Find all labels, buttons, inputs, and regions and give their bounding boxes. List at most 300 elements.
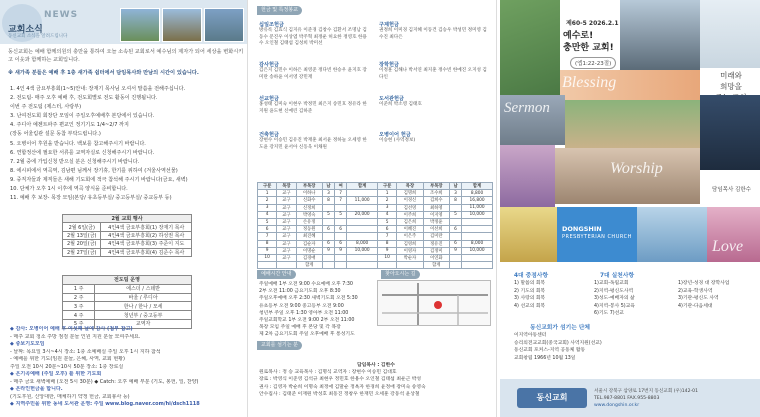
table-cell: 10,000: [347, 247, 378, 254]
table-cell: 5: [258, 218, 277, 225]
table-cell: [462, 233, 493, 240]
table-cell: 이주희: [397, 211, 423, 218]
table-header: 남: [322, 183, 334, 190]
list-item: 2부 오전 11:00 금요기도회 오후 8:30: [259, 289, 341, 295]
list-item: - 날짜: 목요일 3시~4시 장소: 1층 소예배실 주일 오후 1시 지하 참석: [10, 348, 161, 355]
table-cell: 정유진: [423, 240, 449, 247]
table-cell: 3 주: [63, 302, 95, 311]
word-worship: Worship: [610, 160, 663, 177]
offering-title: 도서관헌금: [379, 96, 405, 102]
table-caption: 전도팀 운영: [63, 276, 192, 285]
table-cell: [347, 190, 378, 197]
list-item: ◆ 중보기도모임: [10, 341, 45, 347]
table-cell: 4인4색 금요부흥회(1) 장재기 목사: [101, 223, 192, 231]
table-cell: 3: [322, 190, 334, 197]
table-cell: 이선희: [423, 226, 449, 233]
list-item: 승리의전교교회(중국교회) 사역지원(선교): [514, 340, 602, 346]
list-item: 장로 : 박영식 이준영 김석규 최현우 정민호 한용수 오인철 김태섭 최운근 박성: [259, 377, 422, 383]
vision-title: 4대 중점사항: [514, 273, 549, 279]
table-header: 합계: [462, 183, 493, 190]
table-cell: 6: [335, 240, 347, 247]
list-item: ◆ 감사: 오병이어 예배 후 여섯째 날에 감사 (첨부 참고): [10, 326, 133, 332]
table-cell: [322, 262, 334, 269]
table-cell: 3: [258, 204, 277, 211]
list-item: 3)기관-평신도 사역: [678, 296, 719, 302]
table-cell: [258, 262, 277, 269]
table-cell: 최진혜: [296, 233, 322, 240]
list-item: 1. 4인 4색 금요부흥회(1~5)안내: 장재기 목사님 오셔서 말씀을 전해주십니다.: [10, 86, 186, 92]
table-cell: 박정윤: [423, 218, 449, 225]
cover-title: [563, 30, 614, 54]
list-item: 1) 말씀의 회복: [514, 281, 546, 286]
table-cell: 김은희: [397, 218, 423, 225]
offering-names: 이정훈 김해나 박서연 최지훈 정수빈 한예진 오지성 김다인: [379, 68, 487, 80]
brand-subtitle: PRESBYTERIAN CHURCH: [562, 234, 632, 240]
word-love: Love: [712, 238, 744, 255]
table-cell: 7: [335, 190, 347, 197]
photo-pastor: [700, 95, 760, 170]
extra-list: [678, 280, 729, 310]
table-cell: 교구: [277, 204, 296, 211]
table-row: [63, 293, 192, 302]
events-table: [62, 214, 192, 257]
table-cell: 김희수: [423, 197, 449, 204]
table-cell: 6: [449, 240, 461, 247]
table-row: [258, 254, 493, 261]
table-cell: [449, 204, 461, 211]
ministry-title: 7대 실천사항: [600, 273, 635, 279]
church-staff: [259, 362, 493, 398]
table-cell: [347, 233, 378, 240]
table-cell: [335, 254, 347, 261]
offering-title: 십일조헌금: [259, 22, 285, 28]
table-cell: 조수희: [423, 190, 449, 197]
table-cell: 교역자: [95, 319, 192, 328]
table-header: 여: [335, 183, 347, 190]
list-item: 2)지역-평신도사역: [594, 288, 634, 294]
list-item: ◆ 지역주민을 위한 동네 도서관 운영: 주일 www.blog.naver.com/hi/dsch1118: [10, 401, 200, 407]
table-cell: 9: [335, 247, 347, 254]
table-cell: 김영희: [397, 240, 423, 247]
table-header: 남: [449, 183, 461, 190]
list-item: 2)교육-학생사역: [678, 288, 713, 294]
offering-names: 방유록 김효식 김지유 이준경 김창수 김환서 조명남 김동수 문진우 이상엽 박주혁 최정운 허요한 정영호 한용수 오인철 김태섭 김성희 박미선: [259, 28, 367, 47]
table-cell: [449, 233, 461, 240]
table-cell: 2월 13일(금): [63, 231, 101, 239]
list-item: 이지역아동센터: [514, 333, 547, 338]
offering-title: 감사헌금: [259, 62, 280, 68]
offering-block: [379, 132, 491, 145]
table-row: [258, 204, 493, 211]
table-cell: 11,000: [347, 197, 378, 204]
offering-block: [259, 22, 371, 48]
list-item: 9. 중직자들과 제직들은 새해 기도회에 적극 참석해 주시기 바랍니다(금요, 새벽): [10, 176, 188, 183]
notes-list: [10, 326, 244, 409]
list-item: 11. 예배 후 보장- 목장 모임(본당/ 유초등부실/ 중고등부실/ 중교등부 등): [10, 195, 172, 202]
table-cell: 6: [335, 226, 347, 233]
list-item: 5. 오병이어 후원을 받습니다. 백보를 참고해주시기 바랍니다.: [10, 140, 146, 147]
offering-names: 김은지 김민수 이하은 최영준 정다빈 한승우 윤지호 장미란 송하윤 이서영 강민재: [259, 68, 367, 80]
table-row: [63, 231, 192, 239]
table-cell: 박영숙: [296, 211, 322, 218]
list-item: - 예배를 위한 기도(임원 분들, 은혜, 사역, 교회 현황): [10, 356, 125, 362]
table-row: [258, 190, 493, 197]
table-cell: 2: [258, 197, 277, 204]
table-cell: 교구: [277, 226, 296, 233]
list-item: 6)기도 7)선교: [594, 311, 624, 317]
offering-block: [259, 62, 371, 81]
worship-schedule: [259, 281, 375, 339]
table-cell: [462, 262, 493, 269]
table-cell: 3: [378, 204, 397, 211]
list-item: 담임목사 : 김한수: [357, 363, 395, 368]
table-cell: [449, 218, 461, 225]
elders-tag: 교회를 섬기는 분: [257, 341, 302, 350]
table-header: 목장: [277, 183, 296, 190]
list-item: 청년부 주일 오후 1:30 영아부 오전 11:00: [259, 310, 349, 316]
table-cell: 1: [258, 190, 277, 197]
list-item: - 매주 금요 새벽예배 (오전 5시 30분) ◆ Catch: 오후 예배 부분 (기도, 봉헌, 일, 찬양): [10, 378, 199, 385]
table-cell: 바울 / 루디아: [95, 293, 192, 302]
table-cell: 6: [258, 226, 277, 233]
section-title: 교회소식: [8, 25, 43, 35]
table-cell: 교구: [277, 211, 296, 218]
list-item: 2) 기도의 회복: [514, 288, 546, 294]
table-cell: 5: [335, 211, 347, 218]
table-cell: [347, 204, 378, 211]
table-cell: [347, 254, 378, 261]
offering-names: 이준희 박소영 김태호: [379, 102, 422, 108]
table-cell: 6: [378, 226, 397, 233]
list-item: 권사 : 김영자 박순희 이명숙 최정애 김말순 정옥자 한경희 윤정애 장미숙 송영숙: [259, 384, 426, 390]
offering-names: 장현수 이승민 김유진 박재훈 최서윤 정하늘 오세영 한도윤 강지민 윤서아 신동욱 이채원: [259, 138, 367, 150]
table-row: [258, 262, 493, 269]
table-cell: 1 주: [63, 284, 95, 293]
brand-name: [562, 225, 634, 241]
map-tag: 찾아오시는 길: [381, 270, 420, 279]
table-cell: 5: [378, 218, 397, 225]
table-cell: 2월 6일(금): [63, 223, 101, 231]
header-photo-2: [162, 8, 202, 42]
table-row: [258, 226, 493, 233]
list-item: 10. 단체가 오후 1시 이후에 역곡 양식을 준비합니다.: [10, 186, 128, 193]
ministry-list: [594, 280, 635, 318]
table-cell: [462, 218, 493, 225]
table-cell: [449, 254, 461, 261]
table-cell: 3: [449, 190, 461, 197]
news-label: NEWS: [44, 10, 79, 20]
list-item: 1)교회-독립교회: [594, 281, 629, 286]
title-line: 충만한 교회!: [563, 43, 614, 53]
partners-list: [514, 332, 602, 362]
table-cell: 김경애: [296, 254, 322, 261]
list-item: 목장 모임 주일 예배 후 본당 및 각 목장: [259, 325, 341, 331]
photo-people: [620, 0, 700, 70]
table-cell: 합계: [296, 262, 322, 269]
table-cell: 교구: [277, 197, 296, 204]
word-sermon: Sermon: [504, 100, 550, 116]
photo-sky-2: [637, 207, 707, 262]
offering-block: [259, 132, 371, 151]
table-cell: 9: [449, 247, 461, 254]
table-header: 구분: [378, 183, 397, 190]
list-item: 4) 선교의 회복: [514, 303, 546, 309]
offering-title: 건축헌금: [259, 132, 280, 138]
list-item: 동신교회 포커스-지역 공동체 활동: [514, 348, 586, 354]
list-item: 주일 오전 10시 20분~10시 50분 장소: 1층 장로실: [10, 363, 124, 370]
list-item: 주일예배 1부 오전 9:00 수요예배 오후 7:30: [259, 282, 353, 287]
table-cell: 이연화: [423, 254, 449, 261]
table-cell: 교구: [277, 218, 296, 225]
offering-block: [379, 22, 491, 41]
table-cell: 정동원: [296, 226, 322, 233]
list-item: 4. 주디아 예젠트파주 편교인 정기기도 1/4~2/7 까지: [10, 122, 129, 129]
table-cell: 이지영: [423, 211, 449, 218]
list-item: 교회창립 1966년 10월 13일: [514, 355, 576, 361]
table-cell: 이경신: [397, 197, 423, 204]
table-row: [258, 211, 493, 218]
church-logo: 동신교회: [517, 388, 587, 408]
list-item: 4)지역-봉사 5)교육: [594, 303, 635, 309]
table-cell: 7: [258, 233, 277, 240]
list-item: 원로목사 : 정 승 교육목사 : 김명식 교역자 : 장현수 이승민 김대호: [259, 370, 397, 376]
table-header-row: [258, 183, 493, 190]
list-item: 주일교회학교 1부 오전 9:00 2부 오전 11:00: [259, 318, 355, 324]
table-cell: 8,000: [462, 240, 493, 247]
table-cell: 이하나: [296, 190, 322, 197]
table-header: 구분: [258, 183, 277, 190]
table-cell: 한나 / 한나 / 모세: [95, 302, 192, 311]
table-row: [258, 233, 493, 240]
table-cell: 김순자: [296, 240, 322, 247]
offering-tag: 헌금 및 특정봉교: [257, 6, 302, 15]
table-cell: 4 주: [63, 311, 95, 320]
section-subtitle: 동신교회 소식을 알려드립니다: [8, 34, 68, 39]
table-cell: 9: [322, 247, 334, 254]
table-cell: 10: [258, 254, 277, 261]
evangelism-table: [62, 275, 192, 329]
list-item: 제 2차 금요기도회 주일 오후예배 후 통성기도: [259, 332, 355, 338]
table-cell: 청년부 / 중고등부: [95, 311, 192, 320]
table-cell: [322, 218, 334, 225]
table-cell: 6: [449, 226, 461, 233]
offering-title: 선교헌금: [259, 96, 280, 102]
table-cell: 1: [378, 190, 397, 197]
table-cell: 2 주: [63, 293, 95, 302]
offering-names: 권정희 이미경 김지혜 이동건 김승우 박성민 정미영 김수진 최다은: [379, 28, 487, 40]
table-cell: [378, 262, 397, 269]
table-row: [63, 240, 192, 248]
table-cell: [277, 262, 296, 269]
table-cell: 이은주: [397, 233, 423, 240]
table-cell: 신정희: [296, 204, 322, 211]
list-item: 1)장년-성경 대 장학사업: [678, 281, 730, 286]
table-cell: 최하영: [423, 204, 449, 211]
newcomer-notice: ※ 새가족 분들은 예배 후 1층 새가족 쉼터에서 담임목사와 만남의 시간이 있습니다.: [8, 70, 199, 76]
table-cell: [462, 254, 493, 261]
list-item: 4)기관-다음세대: [678, 303, 713, 309]
table-cell: 교구: [277, 247, 296, 254]
attendance-table: [257, 182, 493, 269]
news-panel: [0, 0, 248, 417]
table-cell: 7: [335, 197, 347, 204]
table-cell: 9: [258, 247, 277, 254]
list-item: 주일오후예배 오후 2:30 새벽기도회 오전 5:30: [259, 296, 358, 302]
table-cell: 4: [258, 211, 277, 218]
table-cell: 신화수: [296, 197, 322, 204]
list-item: - 매주 교회 청소 주방 점검 분들 인원 지원 분들 모여주세요.: [10, 333, 141, 340]
table-cell: 6: [322, 240, 334, 247]
table-cell: 5: [322, 211, 334, 218]
table-cell: 교구: [277, 240, 296, 247]
table-cell: 5 주: [63, 319, 95, 328]
table-cell: 2월 27일(금): [63, 248, 101, 256]
list-item: 안수집사 : 김태준 이재원 박성호 최동진 정창우 한재민 오세훈 강동석 윤상철: [259, 391, 420, 397]
photo-outdoor: [565, 100, 700, 148]
table-cell: 4인4색 금요부흥회(2) 하성권 목사: [101, 231, 192, 239]
list-item: (기도후원, 신앙대한, 매체하기 약정 헌금, 교회봉사 등): [10, 393, 130, 400]
table-cell: [335, 233, 347, 240]
table-cell: 10,000: [462, 211, 493, 218]
list-item: (장동 어울림관 설문 동참 부탁드립니다.): [10, 131, 101, 138]
table-row: [63, 311, 192, 320]
list-item: 3)성도-예배자의 삶: [594, 296, 635, 302]
table-cell: [335, 218, 347, 225]
address-line: 서울시 강북구 삼양로 17번지 동신교회 (우)142-01: [594, 389, 699, 394]
table-cell: 20,000: [347, 211, 378, 218]
table-cell: 8: [322, 197, 334, 204]
table-header: 부목장: [423, 183, 449, 190]
table-header: 부목장: [296, 183, 322, 190]
table-cell: 4: [378, 211, 397, 218]
table-row: [258, 240, 493, 247]
offering-block: [259, 96, 371, 115]
table-row: [63, 302, 192, 311]
table-cell: [335, 204, 347, 211]
table-cell: 이영자: [397, 247, 423, 254]
table-row: [258, 218, 493, 225]
table-cell: [347, 218, 378, 225]
table-cell: 김미란: [423, 233, 449, 240]
table-cell: 8,000: [347, 240, 378, 247]
table-cell: 6: [322, 226, 334, 233]
phone-line: TEL.987-8801 FAX.955-8803: [594, 396, 660, 401]
website-link[interactable]: www.dongshin.or.kr: [594, 403, 640, 408]
table-cell: 5: [449, 211, 461, 218]
list-item: 이번 주 전도팀 (제스터, 사랑부): [10, 104, 82, 111]
church-address: [594, 388, 756, 409]
table-cell: 2: [378, 197, 397, 204]
brand-title: DONGSHIN: [562, 225, 602, 233]
motto-line: 미래와: [720, 71, 742, 80]
offering-names: 이승현 (사역정보): [379, 138, 416, 144]
table-cell: 11,000: [462, 204, 493, 211]
word-blessing: Blessing: [562, 74, 617, 91]
list-item: ◆ 온라인헌금을 합니다.: [10, 386, 63, 392]
table-cell: 김정미: [423, 247, 449, 254]
map-drawing: [378, 281, 492, 327]
table-cell: 4인4색 금요부흥회(3) 주준이 지도: [101, 240, 192, 248]
photo-sky: [700, 0, 760, 68]
partners-title: 동신교회가 섬기는 단체: [530, 325, 591, 331]
table-cell: 에스더 / 스데반: [95, 284, 192, 293]
offering-title: 오병이어 헌금: [379, 132, 411, 138]
location-map: [377, 280, 491, 326]
table-cell: 8: [258, 240, 277, 247]
offering-block: [379, 62, 491, 81]
table-cell: 이명순: [296, 247, 322, 254]
table-row: [258, 247, 493, 254]
table-row: [258, 197, 493, 204]
offering-block: [379, 96, 491, 109]
table-cell: 손유정: [296, 218, 322, 225]
table-cell: 이혜진: [397, 226, 423, 233]
table-row: [63, 223, 192, 231]
verse-ref: (엡1:22-23절): [570, 57, 616, 69]
table-cell: 9: [378, 247, 397, 254]
schedule-tag: 예배시간 안내: [257, 270, 296, 279]
table-row: [63, 284, 192, 293]
table-cell: 교구: [277, 233, 296, 240]
list-item: ◆ 온기곡예배 (주일 오후) 를 위한 기도회: [10, 371, 102, 377]
table-cell: [462, 226, 493, 233]
table-cell: 8: [378, 240, 397, 247]
offering-title: 구제헌금: [379, 22, 400, 28]
table-cell: [347, 262, 378, 269]
table-cell: 김명희: [397, 190, 423, 197]
table-cell: 7: [378, 233, 397, 240]
list-item: 2. 전도팀- 매주 오후 예배 후, 전도회별로 전도 활동이 진행됩니다.: [10, 95, 158, 102]
table-cell: 10: [378, 254, 397, 261]
table-cell: [322, 254, 334, 261]
table-cell: 김선영: [397, 204, 423, 211]
offering-title: 장학헌금: [379, 62, 400, 68]
list-item: 3) 사랑의 회복: [514, 296, 546, 302]
table-cell: 교구: [277, 254, 296, 261]
list-item: 8. 에시피에서 역곡역, 김남편 님께서 장기휴, 한기를 위하여 (겨울사역선물): [10, 167, 178, 174]
table-cell: [397, 262, 423, 269]
table-cell: 4인4색 금요부흥회(4) 김준수 목사: [101, 248, 192, 256]
table-header: 목장: [397, 183, 423, 190]
table-cell: [335, 262, 347, 269]
table-cell: 합계: [423, 262, 449, 269]
table-cell: 16,800: [462, 197, 493, 204]
title-line: 예수로!: [563, 31, 594, 41]
table-cell: 8,800: [462, 190, 493, 197]
list-item: 3. 난여전도회 회장단 모임이 주일오후예배후 본당에서 있습니다.: [10, 113, 155, 120]
list-item: 6. 연합정산에 필요한 서류를 교역자실로 신청해주시기 바랍니다.: [10, 149, 155, 156]
list-item: 7. 2월 중에 가입신청 받으실 분은 신청해주시기 바랍니다.: [10, 158, 140, 165]
photo-choir: [500, 145, 555, 207]
issue-number: 제60-5 2026.2.1: [566, 20, 619, 27]
table-row: [63, 248, 192, 256]
vision-list: [514, 280, 545, 310]
intro-text: 동신교회는 예배 함께의원의 충만을 통하여 오늘 소속된 교회로서 예수님의 제자가 되어 세상을 변화시키고 이웃과 함께하는 교회입니다.: [8, 49, 244, 63]
motto-line: 희망을: [720, 82, 742, 91]
pastor-name: 담임목사 김한수: [712, 187, 751, 193]
table-cell: 10,000: [462, 247, 493, 254]
header-photo-3: [204, 8, 244, 42]
header-photo-1: [120, 8, 160, 42]
offering-names: 홍성태 김미숙 이현우 박정민 최은지 송민호 정유라 한지원 윤도현 신예린 김하준: [259, 102, 367, 114]
announcement-list: [10, 85, 244, 203]
table-cell: [449, 262, 461, 269]
table-cell: 교구: [277, 190, 296, 197]
table-header: 합계: [347, 183, 378, 190]
table-caption: 2월 교회 행사: [63, 215, 192, 223]
list-item: 유초등부 오전 9:00 중고등부 오전 9:00: [259, 303, 344, 309]
table-cell: [347, 226, 378, 233]
